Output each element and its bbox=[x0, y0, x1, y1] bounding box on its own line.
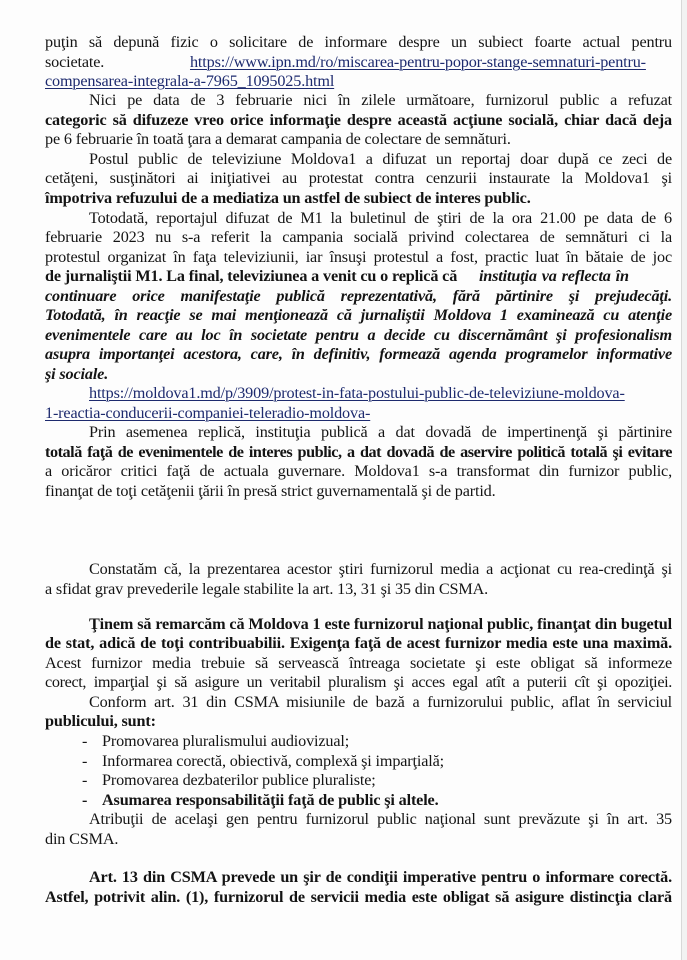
paragraph-line: Ţinem să remarcăm că Moldova 1 este furnizorul naţional public, finanţat din bugetul bbox=[89, 615, 672, 633]
paragraph-line: protestul organizat în faţa televiziunii, iar însuşi protestul a fost, practic luat în bătaie de joc bbox=[45, 248, 672, 266]
paragraph-line: cetăţeni, susţinători ai iniţiativei au protestat contra cenzurii instaurate la Moldova1 şi bbox=[45, 169, 672, 187]
quoted-reply-line: Totodată, în reacţie se mai menţionează că jurnaliştii Moldova 1 examinează cu atenţie bbox=[45, 306, 672, 324]
moldova1-link-continued[interactable]: 1-reactia-conducerii-companiei-teleradio-moldova- bbox=[45, 404, 371, 422]
paragraph-line: pe 6 februarie în toată ţara a demarat campania de colectare de semnături. bbox=[45, 130, 511, 148]
paragraph-line: a sfidat grav prevederile legale stabilite la art. 13, 31 şi 35 din CSMA. bbox=[45, 580, 489, 598]
paragraph-line: puţin să depună fizic o solicitare de informare despre un subiect foarte actual pentru bbox=[45, 33, 672, 51]
bullet-dash: - bbox=[82, 791, 88, 809]
paragraph-line: Acest furnizor media trebuie să servească întreaga societate şi este obligat să informeze bbox=[45, 654, 672, 672]
list-item-text: Promovarea pluralismului audiovizual; bbox=[102, 732, 350, 750]
list-item bbox=[82, 770, 672, 790]
paragraph-line: Postul public de televiziune Moldova1 a difuzat un reportaj doar după ce zeci de bbox=[89, 150, 672, 168]
paragraph-line: din CSMA. bbox=[45, 830, 119, 848]
paragraph-line: Totodată, reportajul difuzat de M1 la buletinul de ştiri de la ora 21.00 pe data de 6 bbox=[89, 209, 672, 227]
paragraph-line: februarie 2023 nu s-a referit la campania socială privind colectarea de semnături ci la bbox=[45, 228, 672, 246]
paragraph-line: Astfel, potrivit alin. (1), furnizorul de servicii media este obligat să asigure distincţia clară bbox=[45, 888, 672, 906]
text-fragment: societate. bbox=[45, 53, 105, 71]
quoted-reply-line: asupra importanţei acestora, care, în definitiv, formează agenda programelor informative bbox=[45, 345, 672, 363]
paragraph-line bbox=[45, 71, 672, 91]
list-item bbox=[82, 790, 672, 810]
list-item bbox=[82, 731, 672, 751]
ipn-link[interactable]: https://www.ipn.md/ro/miscarea-pentru-popor-stange-semnaturi-pentru- bbox=[189, 53, 646, 71]
quoted-reply-line: evenimentele care au loc în societate pentru a decide cu discernământ şi profesionalism bbox=[45, 326, 672, 344]
list-item-text: Asumarea responsabilităţii faţă de public şi altele. bbox=[102, 791, 439, 809]
list-item-text: Promovarea dezbaterilor publice pluraliste; bbox=[102, 771, 376, 789]
paragraph-line bbox=[45, 403, 672, 423]
bullet-dash: - bbox=[82, 732, 88, 750]
paragraph-line bbox=[45, 266, 672, 286]
paragraph-line bbox=[45, 383, 672, 403]
page-edge-line bbox=[681, 0, 682, 960]
paragraph-line: de stat, adică de toţi contribuabilii. Exigenţa faţă de acest furnizor media este una maximă. bbox=[45, 634, 672, 652]
paragraph-line: împotriva refuzului de a mediatiza un astfel de subiect de interes public. bbox=[45, 189, 531, 207]
paragraph-line: finanţat de toţi cetăţenii ţării în presă strict guvernamentală şi de partid. bbox=[45, 482, 496, 500]
quoted-reply: instituţia va reflecta în bbox=[478, 267, 629, 285]
paragraph-line: a oricăror critici faţă de actuala guvernare. Moldova1 s-a transformat din furnizor public, bbox=[45, 462, 672, 480]
paragraph-line: Art. 13 din CSMA prevede un şir de condiţii imperative pentru o informare corectă. bbox=[89, 868, 672, 886]
paragraph-line: Constatăm că, la prezentarea acestor ştiri furnizorul media a acţionat cu rea-credinţă şi bbox=[89, 560, 672, 578]
quoted-reply-line: continuare orice manifestaţie publică reprezentativă, fără părtinire şi prejudecăţi. bbox=[45, 287, 672, 305]
paragraph-line: Atribuţii de acelaşi gen pentru furnizorul public naţional sunt prevăzute şi în art. 35 bbox=[89, 810, 672, 828]
page-shadow bbox=[682, 0, 687, 960]
list-item-text: Informarea corectă, obiectivă, complexă şi imparţială; bbox=[102, 752, 445, 770]
paragraph-line: corect, imparţial şi să asigure un veritabil pluralism şi acces egal atît a puterii cît şi opoziţiei. bbox=[45, 673, 672, 691]
list-item bbox=[82, 751, 672, 771]
paragraph-line bbox=[45, 52, 672, 72]
paragraph-line: categoric să difuzeze vreo orice informaţie despre această acţiune socială, chiar dacă deja bbox=[45, 111, 672, 129]
paragraph-line: Prin asemenea replică, instituţia publică a dat dovadă de impertinenţă şi părtinire bbox=[89, 423, 672, 441]
paragraph-line: publicului, sunt: bbox=[45, 712, 156, 730]
text-fragment: de jurnaliştii M1. La final, televiziunea a venit cu o replică că bbox=[45, 267, 458, 285]
bullet-dash: - bbox=[82, 771, 88, 789]
paragraph-line: Conform art. 31 din CSMA misiunile de bază a furnizorului public, aflat în serviciul bbox=[89, 693, 672, 711]
quoted-reply-line: şi sociale. bbox=[45, 365, 109, 383]
ipn-link-continued[interactable]: compensarea-integrala-a-7965_1095025.html bbox=[45, 72, 335, 90]
bullet-dash: - bbox=[82, 752, 88, 770]
paragraph-line: Nici pe data de 3 februarie nici în zilele următoare, furnizorul public a refuzat bbox=[89, 91, 672, 109]
paragraph-line: totală faţă de evenimentele de interes public, a dat dovadă de aservire politică totală şi evitare bbox=[45, 443, 672, 461]
moldova1-link[interactable]: https://moldova1.md/p/3909/protest-in-fata-postului-public-de-televiziune-moldova- bbox=[89, 384, 625, 402]
